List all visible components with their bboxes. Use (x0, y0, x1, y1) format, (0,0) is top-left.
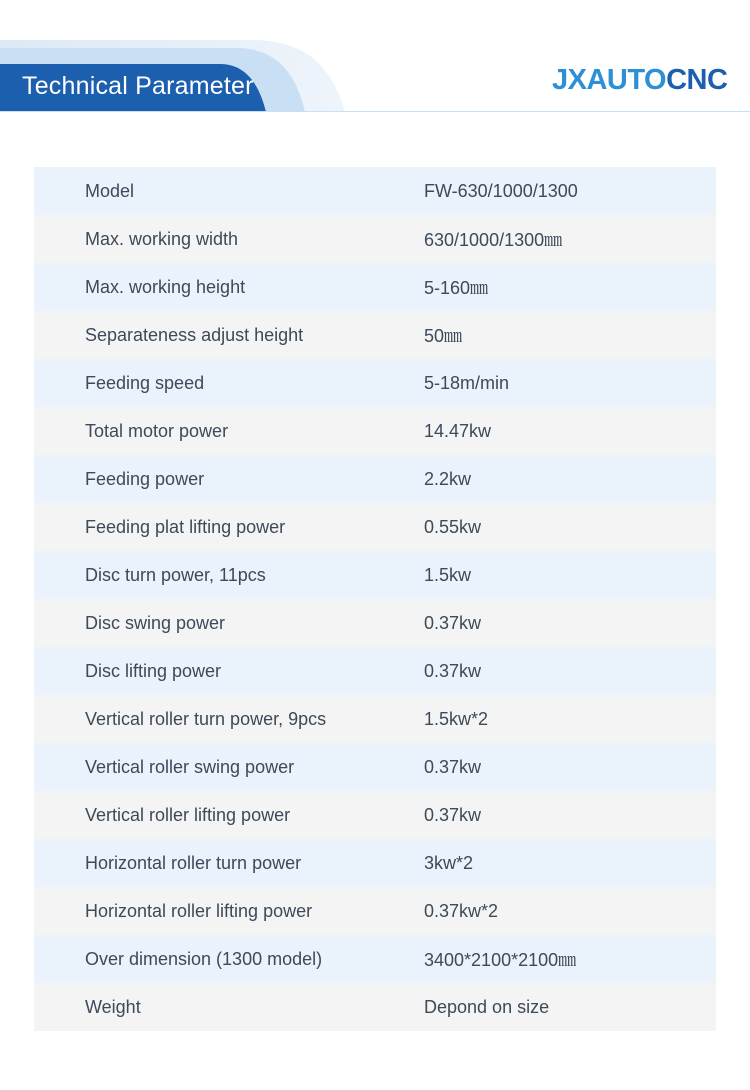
parameter-name: Disc swing power (85, 612, 226, 633)
logo-text-part1: JXAUTO (552, 64, 667, 96)
table-row (34, 215, 716, 263)
parameter-name: Feeding power (85, 468, 205, 489)
table-row (34, 311, 716, 359)
parameter-name: Over dimension (1300 model) (85, 948, 323, 969)
table-row (34, 599, 716, 647)
table-row (34, 503, 716, 551)
parameter-name: Feeding speed (85, 372, 205, 393)
parameter-value: 2.2kw (424, 468, 472, 489)
table-row (34, 407, 716, 455)
parameter-value: 0.37kw*2 (424, 900, 499, 921)
table-row (34, 983, 716, 1031)
table-row (34, 551, 716, 599)
parameter-name: Weight (85, 996, 141, 1017)
brand-logo (552, 64, 727, 97)
parameter-value: FW-630/1000/1300 (424, 180, 578, 201)
parameter-value: 0.37kw (424, 612, 482, 633)
table-row (34, 695, 716, 743)
parameter-value: 3kw*2 (424, 852, 474, 873)
parameter-value: 0.37kw (424, 756, 482, 777)
parameter-value: 0.37kw (424, 660, 482, 681)
parameter-name: Model (85, 180, 135, 201)
table-row (34, 455, 716, 503)
parameter-name: Vertical roller lifting power (85, 804, 291, 825)
parameter-name: Feeding plat lifting power (85, 516, 286, 537)
table-row (34, 839, 716, 887)
parameter-name: Total motor power (85, 420, 229, 441)
parameter-value: 3400*2100*2100㎜ (424, 950, 577, 970)
parameter-value: 14.47kw (424, 420, 492, 441)
table-row (34, 935, 716, 983)
parameter-name: Separateness adjust height (85, 324, 304, 345)
table-row (34, 743, 716, 791)
parameter-value: 0.55kw (424, 516, 482, 537)
parameter-value: 50㎜ (424, 326, 463, 346)
header-banner (0, 0, 750, 112)
table-row (34, 263, 716, 311)
table-row (34, 167, 716, 215)
table-row (34, 359, 716, 407)
table-row (34, 887, 716, 935)
parameter-table (34, 167, 716, 1031)
parameter-value: 5-18m/min (424, 372, 510, 393)
parameter-name: Max. working width (85, 228, 239, 249)
parameter-name: Horizontal roller lifting power (85, 900, 313, 921)
page-title: Technical Parameter (22, 72, 254, 100)
parameter-name: Horizontal roller turn power (85, 852, 302, 873)
table-row (34, 791, 716, 839)
parameter-value: 0.37kw (424, 804, 482, 825)
logo-text-part2: CNC (666, 64, 728, 96)
parameter-value: 1.5kw (424, 564, 472, 585)
parameter-name: Max. working height (85, 276, 246, 297)
parameter-name: Vertical roller swing power (85, 756, 295, 777)
parameter-value: 630/1000/1300㎜ (424, 230, 563, 250)
parameter-value: Depond on size (424, 996, 550, 1017)
parameter-value: 5-160㎜ (424, 278, 489, 298)
parameter-name: Disc turn power, 11pcs (85, 564, 266, 585)
table-row (34, 647, 716, 695)
parameter-name: Vertical roller turn power, 9pcs (85, 708, 327, 729)
parameter-name: Disc lifting power (85, 660, 222, 681)
parameter-value: 1.5kw*2 (424, 708, 489, 729)
